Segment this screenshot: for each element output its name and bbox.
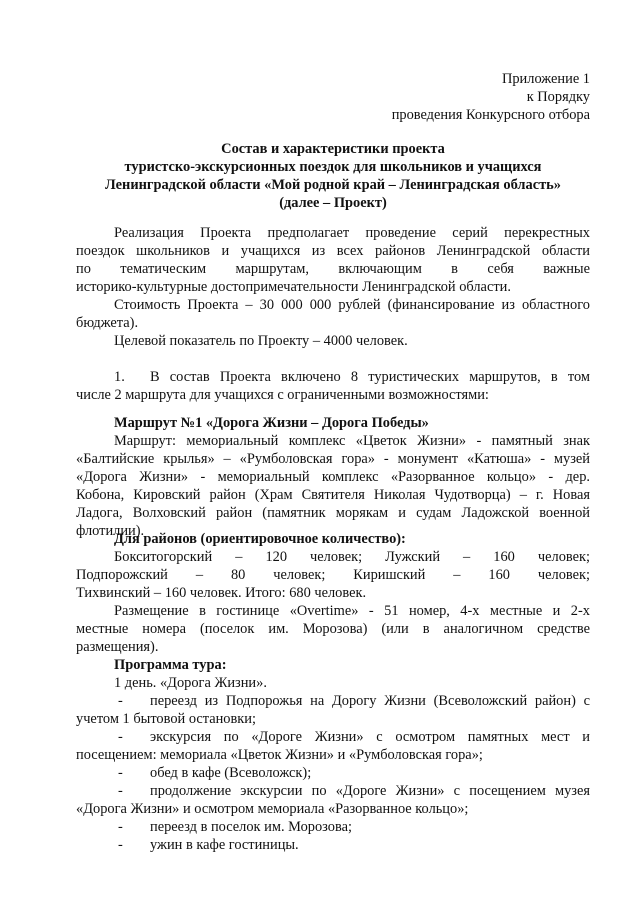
appendix-ref: к Порядку xyxy=(526,89,590,105)
bullet-marker: - xyxy=(118,819,123,835)
route-1-desc-line-2: «Балтийские крылья» – «Румболовская гора» - монумент «Катюша» - музей xyxy=(76,451,590,467)
lodging-line-1: Размещение в гостинице «Overtime» - 51 номер, 4-х местные и 2-х xyxy=(114,603,590,619)
intro-p1-line-1: Реализация Проекта предполагает проведение серий перекрестных xyxy=(114,225,590,241)
districts-heading: Для районов (ориентировочное количество): xyxy=(114,531,406,547)
program-item-1-line-1: переезд из Подпорожья на Дорогу Жизни (Всеволожский район) с xyxy=(150,693,590,709)
program-item-4-line-1: продолжение экскурсии по «Дороге Жизни» с посещением музея xyxy=(150,783,590,799)
target-indicator: Целевой показатель по Проекту – 4000 человек. xyxy=(114,333,408,349)
route-1-heading: Маршрут №1 «Дорога Жизни – Дорога Победы» xyxy=(114,415,429,431)
program-item-2-line-2: посещением: мемориала «Цветок Жизни» и «Румболовская гора»; xyxy=(76,747,483,763)
bullet-marker: - xyxy=(118,783,123,799)
title-line-1: Состав и характеристики проекта xyxy=(221,141,445,157)
day-1-label: 1 день. «Дорога Жизни». xyxy=(114,675,267,691)
districts-line-3: Тихвинский – 160 человек. Итого: 680 человек. xyxy=(76,585,367,601)
route-1-desc-line-5: Ладога, Волховский район (памятник морякам и судам Ладожской военной xyxy=(76,505,590,521)
program-item-6: ужин в кафе гостиницы. xyxy=(150,837,299,853)
bullet-marker: - xyxy=(118,765,123,781)
program-item-5: переезд в поселок им. Морозова; xyxy=(150,819,352,835)
districts-line-1: Бокситогорский – 120 человек; Лужский – 160 человек; xyxy=(114,549,590,565)
item-1-number: 1. xyxy=(114,369,125,385)
intro-p1-line-2: поездок школьников и учащихся из всех районов Ленинградской области xyxy=(76,243,590,259)
districts-line-2: Подпорожский – 80 человек; Киришский – 160 человек; xyxy=(76,567,590,583)
bullet-marker: - xyxy=(118,729,123,745)
title-line-4: (далее – Проект) xyxy=(279,195,387,211)
program-item-3: обед в кафе (Всеволожск); xyxy=(150,765,312,781)
program-heading: Программа тура: xyxy=(114,657,227,673)
route-1-desc-line-6: флотилии). xyxy=(76,523,145,539)
appendix-label: Приложение 1 xyxy=(501,71,590,87)
program-item-2-line-1: экскурсия по «Дороге Жизни» с осмотром памятных мест и xyxy=(150,729,590,745)
bullet-marker: - xyxy=(118,837,123,853)
item-1-line-2: числе 2 маршрута для учащихся с ограниченными возможностями: xyxy=(76,387,489,403)
cost-line-2: бюджета). xyxy=(76,315,139,331)
item-1-line-1: В состав Проекта включено 8 туристических маршрутов, в том xyxy=(150,369,590,385)
intro-p1-line-3: по тематическим маршрутам, включающим в себя важные xyxy=(76,261,590,277)
cost-line-1: Стоимость Проекта – 30 000 000 рублей (финансирование из областного xyxy=(114,297,590,313)
lodging-line-2: местные номера (поселок им. Морозова) (или в аналогичном средстве xyxy=(76,621,590,637)
intro-p1-line-4: историко-культурные достопримечательности Ленинградской области. xyxy=(76,279,511,295)
program-item-4-line-2: «Дорога Жизни» и осмотром мемориала «Разорванное кольцо»; xyxy=(76,801,469,817)
appendix-procedure: проведения Конкурсного отбора xyxy=(391,107,590,123)
route-1-desc-line-3: «Дорога Жизни» - мемориальный комплекс «Разорванное кольцо» - дер. xyxy=(76,469,590,485)
title-line-3: Ленинградской области «Мой родной край – Ленинградская область» xyxy=(105,177,561,193)
lodging-line-3: размещения). xyxy=(76,639,159,655)
bullet-marker: - xyxy=(118,693,123,709)
route-1-desc-line-1: Маршрут: мемориальный комплекс «Цветок Жизни» - памятный знак xyxy=(114,433,590,449)
route-1-desc-line-4: Кобона, Кировский район (Храм Святителя Николая Чудотворца) – г. Новая xyxy=(76,487,590,503)
program-item-1-line-2: учетом 1 бытовой остановки; xyxy=(76,711,256,727)
title-line-2: туристско-экскурсионных поездок для школьников и учащихся xyxy=(124,159,542,175)
